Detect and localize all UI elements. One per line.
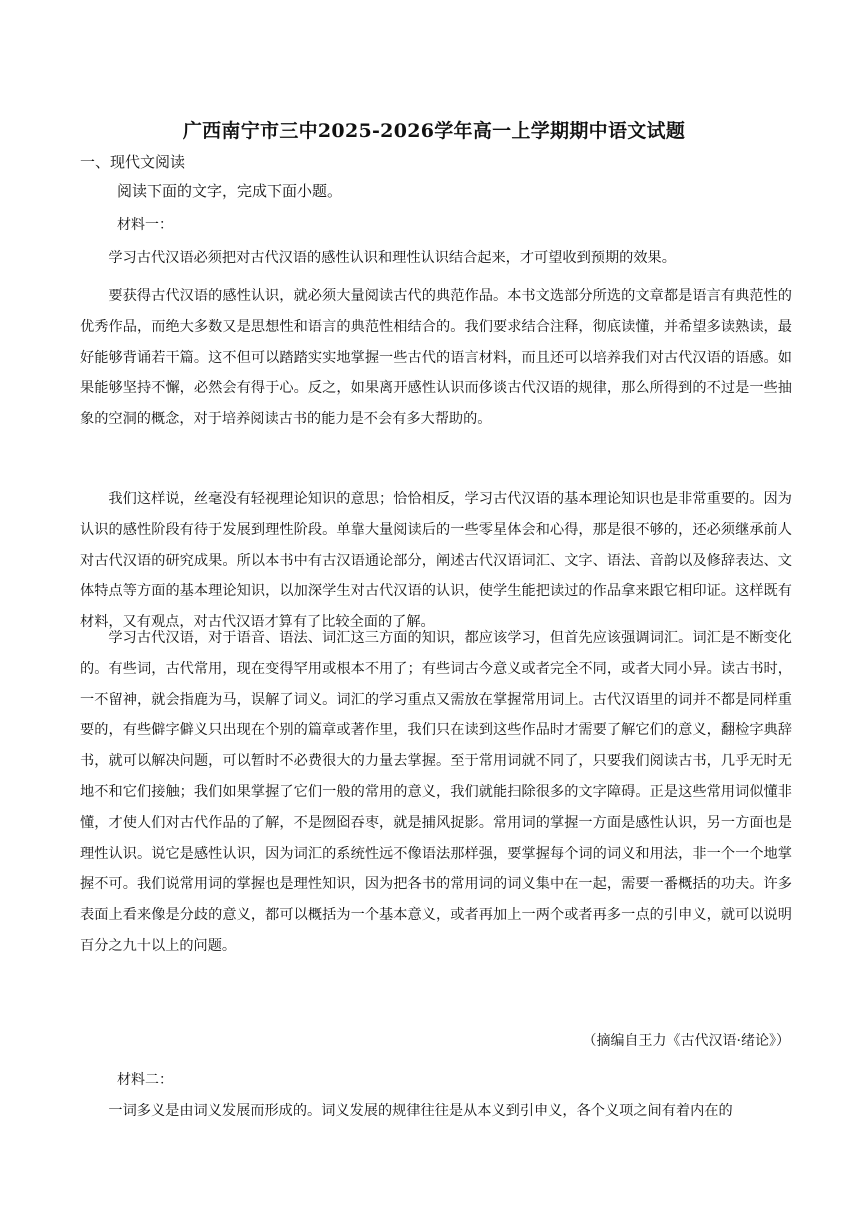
reading-instruction: 阅读下面的文字，完成下面小题。 <box>117 182 343 200</box>
material-two-paragraph: 一词多义是由词义发展而形成的。词义发展的规律往往是从本义到引申义，各个义项之间有着内在的 <box>108 1103 733 1119</box>
material-one-paragraph: 要获得古代汉语的感性认识，就必须大量阅读古代的典范作品。本书文选部分所选的文章都是语言有典范性的优秀作品，而绝大多数又是思想性和语言的典范性相结合的。我们要求结合注释，彻底读懂，并希望多读熟读，最好能够背诵若干篇。这不但可以踏踏实实地掌握一些古代的语言材料，而且还可以培养我们对古代汉语的语感。如果能够坚持不懈，必然会有得于心。反之，如果离开感性认识而侈谈古代汉语的规律，那么所得到的不过是一些抽象的空洞的概念，对于培养阅读古书的能力是不会有多大帮助的。 <box>80 288 792 428</box>
page-title: 广西南宁市三中2025-2026学年高一上学期期中语文试题 <box>182 120 686 142</box>
material-one-paragraph: 学习古代汉语必须把对古代汉语的感性认识和理性认识结合起来，才可望收到预期的效果。 <box>108 250 676 266</box>
material-one-paragraph: 学习古代汉语，对于语音、语法、词汇这三方面的知识，都应该学习，但首先应该强调词汇。词汇是不断变化的。有些词，古代常用，现在变得罕用或根本不用了；有些词古今意义或者完全不同，或者大同小异。读古书时，一不留神，就会指鹿为马，误解了词义。词汇的学习重点又需放在掌握常用词上。古代汉语里的词并不都是同样重要的，有些僻字僻义只出现在个别的篇章或著作里，我们只在读到这些作品时才需要了解它们的意义，翻检字典辞书，就可以解决问题，可以暂时不必费很大的力量去掌握。至于常用词就不同了，只要我们阅读古书，几乎无时无地不和它们接触；我们如果掌握了它们一般的常用的意义，我们就能扫除很多的文字障碍。正是这些常用词似懂非懂，才使人们对古代作品的了解，不是囫囵吞枣，就是捕风捉影。常用词的掌握一方面是感性认识，另一方面也是理性认识。说它是感性认识，因为词汇的系统性远不像语法那样强，要掌握每个词的词义和用法，非一个一个地掌握不可。我们说常用词的掌握也是理性知识，因为把各书的常用词的词义集中在一起，需要一番概括的功夫。许多表面上看来像是分歧的意义，都可以概括为一个基本意义，或者再加上一两个或者再多一点的引申义，就可以说明百分之九十以上的问题。 <box>80 630 792 954</box>
material-two-label: 材料二： <box>117 1072 173 1088</box>
section-heading: 一、现代文阅读 <box>80 153 186 171</box>
source-citation: （摘编自王力《古代汉语·绪论》） <box>582 1033 790 1049</box>
material-one-label: 材料一： <box>117 217 173 233</box>
material-one-paragraph: 我们这样说，丝毫没有轻视理论知识的意思；恰恰相反，学习古代汉语的基本理论知识也是非常重要的。因为认识的感性阶段有待于发展到理性阶段。单靠大量阅读后的一些零星体会和心得，那是很不够的，还必须继承前人对古代汉语的研究成果。所以本书中有古汉语通论部分，阐述古代汉语词汇、文字、语法、音韵以及修辞表达、文体特点等方面的基本理论知识，以加深学生对古代汉语的认识，使学生能把读过的作品拿来跟它相印证。这样既有材料，又有观点，对古代汉语才算有了比较全面的了解。 <box>80 491 792 631</box>
